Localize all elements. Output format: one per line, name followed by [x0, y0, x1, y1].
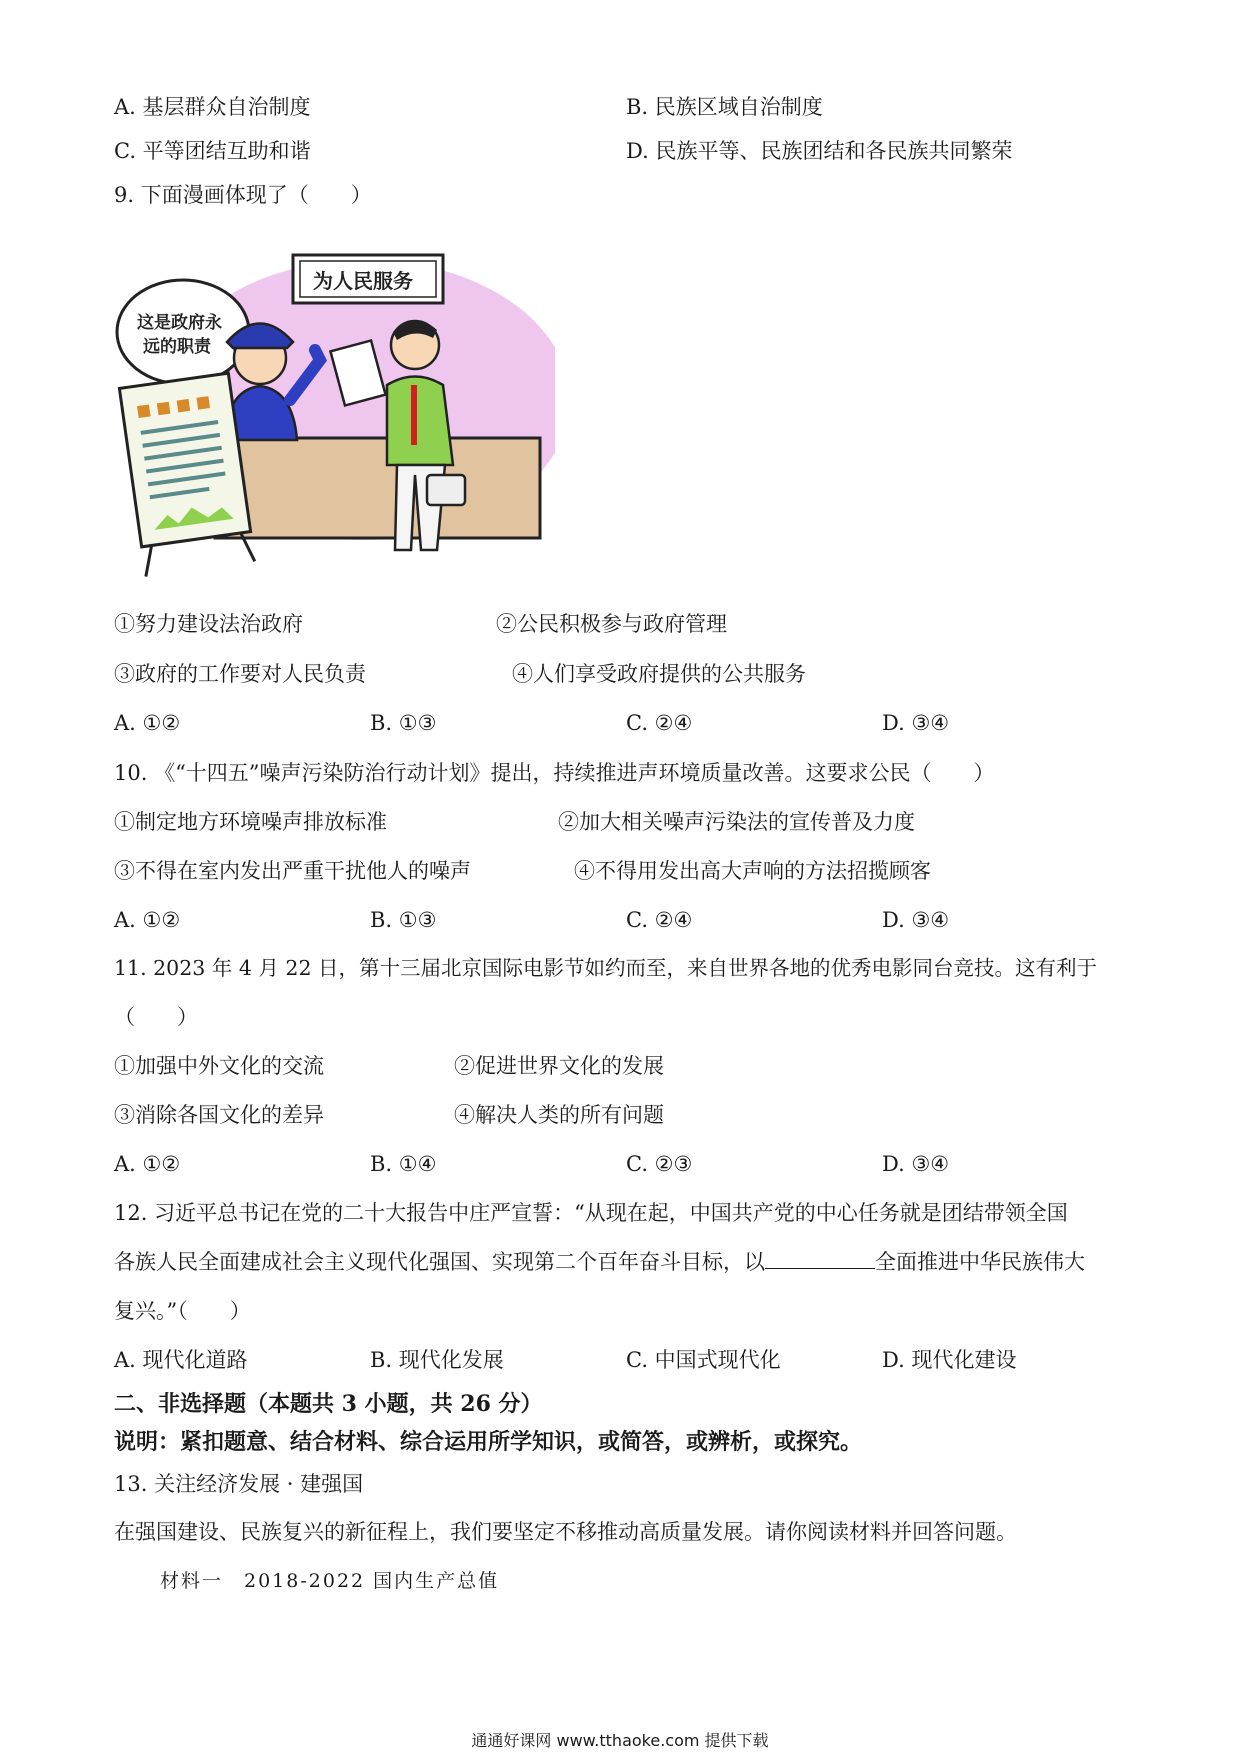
q12-line-3: 复兴。”（ ） — [114, 1299, 251, 1323]
q12-line-1: 12. 习近平总书记在党的二十大报告中庄严宣誓：“从现在起，中国共产党的中心任务就是团结带领全国 — [114, 1201, 1068, 1225]
q12-option-b: B. 现代化发展 — [370, 1348, 504, 1372]
q9-statement-4: ④人们享受政府提供的公共服务 — [512, 662, 806, 686]
q12-option-d: D. 现代化建设 — [882, 1348, 1017, 1372]
q12-line-2-after: 全面推进中华民族伟大 — [875, 1250, 1085, 1274]
q13-intro: 在强国建设、民族复兴的新征程上，我们要坚定不移推动高质量发展。请你阅读材料并回答问题。 — [114, 1520, 1017, 1544]
q9-option-b: B. ①③ — [370, 711, 437, 735]
q10-statement-2: ②加大相关噪声污染法的宣传普及力度 — [558, 810, 915, 834]
q11-stem: 11. 2023 年 4 月 22 日，第十三届北京国际电影节如约而至，来自世界各地的优秀电影同台竞技。这有利于 — [114, 956, 1097, 980]
material-one-caption: 材料一 2018-2022 国内生产总值 — [160, 1570, 500, 1592]
q11-option-c: C. ②③ — [626, 1152, 693, 1176]
q13-title: 13. 关注经济发展 · 建强国 — [114, 1472, 364, 1496]
q11-statement-2: ②促进世界文化的发展 — [454, 1054, 664, 1078]
q9-statement-3: ③政府的工作要对人民负责 — [114, 662, 366, 686]
answer-blank — [765, 1248, 875, 1269]
q10-option-a: A. ①② — [114, 908, 181, 932]
q8-option-d: D. 民族平等、民族团结和各民族共同繁荣 — [626, 139, 1013, 163]
q8-option-c: C. 平等团结互助和谐 — [114, 139, 311, 163]
government-service-cartoon — [115, 250, 555, 580]
q9-statement-2: ②公民积极参与政府管理 — [496, 612, 727, 636]
service-desk — [215, 438, 540, 538]
bubble-line-1: 这是政府永 — [137, 313, 222, 333]
q11-statement-1: ①加强中外文化的交流 — [114, 1054, 324, 1078]
q12-line-2 — [114, 1248, 1085, 1276]
q11-option-b: B. ①④ — [370, 1152, 437, 1176]
bubble-line-2: 远的职责 — [143, 337, 211, 357]
q8-option-b: B. 民族区域自治制度 — [626, 95, 823, 119]
q10-statement-4: ④不得用发出高大声响的方法招揽顾客 — [574, 859, 931, 883]
q10-statement-3: ③不得在室内发出严重干扰他人的噪声 — [114, 859, 471, 883]
q9-stem: 9. 下面漫画体现了（ ） — [114, 183, 372, 207]
q8-option-a: A. 基层群众自治制度 — [114, 95, 311, 119]
q11-statement-4: ④解决人类的所有问题 — [454, 1103, 664, 1127]
q12-option-c: C. 中国式现代化 — [626, 1348, 781, 1372]
q11-option-d: D. ③④ — [882, 1152, 950, 1176]
q10-statement-1: ①制定地方环境噪声排放标准 — [114, 810, 387, 834]
page-footer: 通通好课网 www.tthaoke.com 提供下载 — [471, 1731, 769, 1750]
section-note: 说明：紧扣题意、结合材料、综合运用所学知识，或简答，或辨析，或探究。 — [114, 1429, 863, 1455]
q9-option-d: D. ③④ — [882, 711, 950, 735]
q9-option-a: A. ①② — [114, 711, 181, 735]
q9-option-c: C. ②④ — [626, 711, 693, 735]
q11-stem-bracket: （ ） — [114, 1005, 198, 1029]
briefcase — [427, 475, 465, 505]
q10-stem: 10. 《“十四五”噪声污染防治行动计划》提出，持续推进声环境质量改善。这要求公民（ ） — [114, 761, 995, 785]
sign-text: 为人民服务 — [313, 269, 413, 293]
section-heading: 二、非选择题（本题共 3 小题，共 26 分） — [114, 1391, 543, 1417]
q11-statement-3: ③消除各国文化的差异 — [114, 1103, 324, 1127]
q10-option-c: C. ②④ — [626, 908, 693, 932]
q12-line-2-before: 各族人民全面建成社会主义现代化强国、实现第二个百年奋斗目标，以 — [114, 1250, 765, 1274]
citizen-jacket — [387, 377, 453, 466]
q11-option-a: A. ①② — [114, 1152, 181, 1176]
q12-option-a: A. 现代化道路 — [114, 1348, 248, 1372]
q10-option-d: D. ③④ — [882, 908, 950, 932]
q9-statement-1: ①努力建设法治政府 — [114, 612, 303, 636]
q10-option-b: B. ①③ — [370, 908, 437, 932]
